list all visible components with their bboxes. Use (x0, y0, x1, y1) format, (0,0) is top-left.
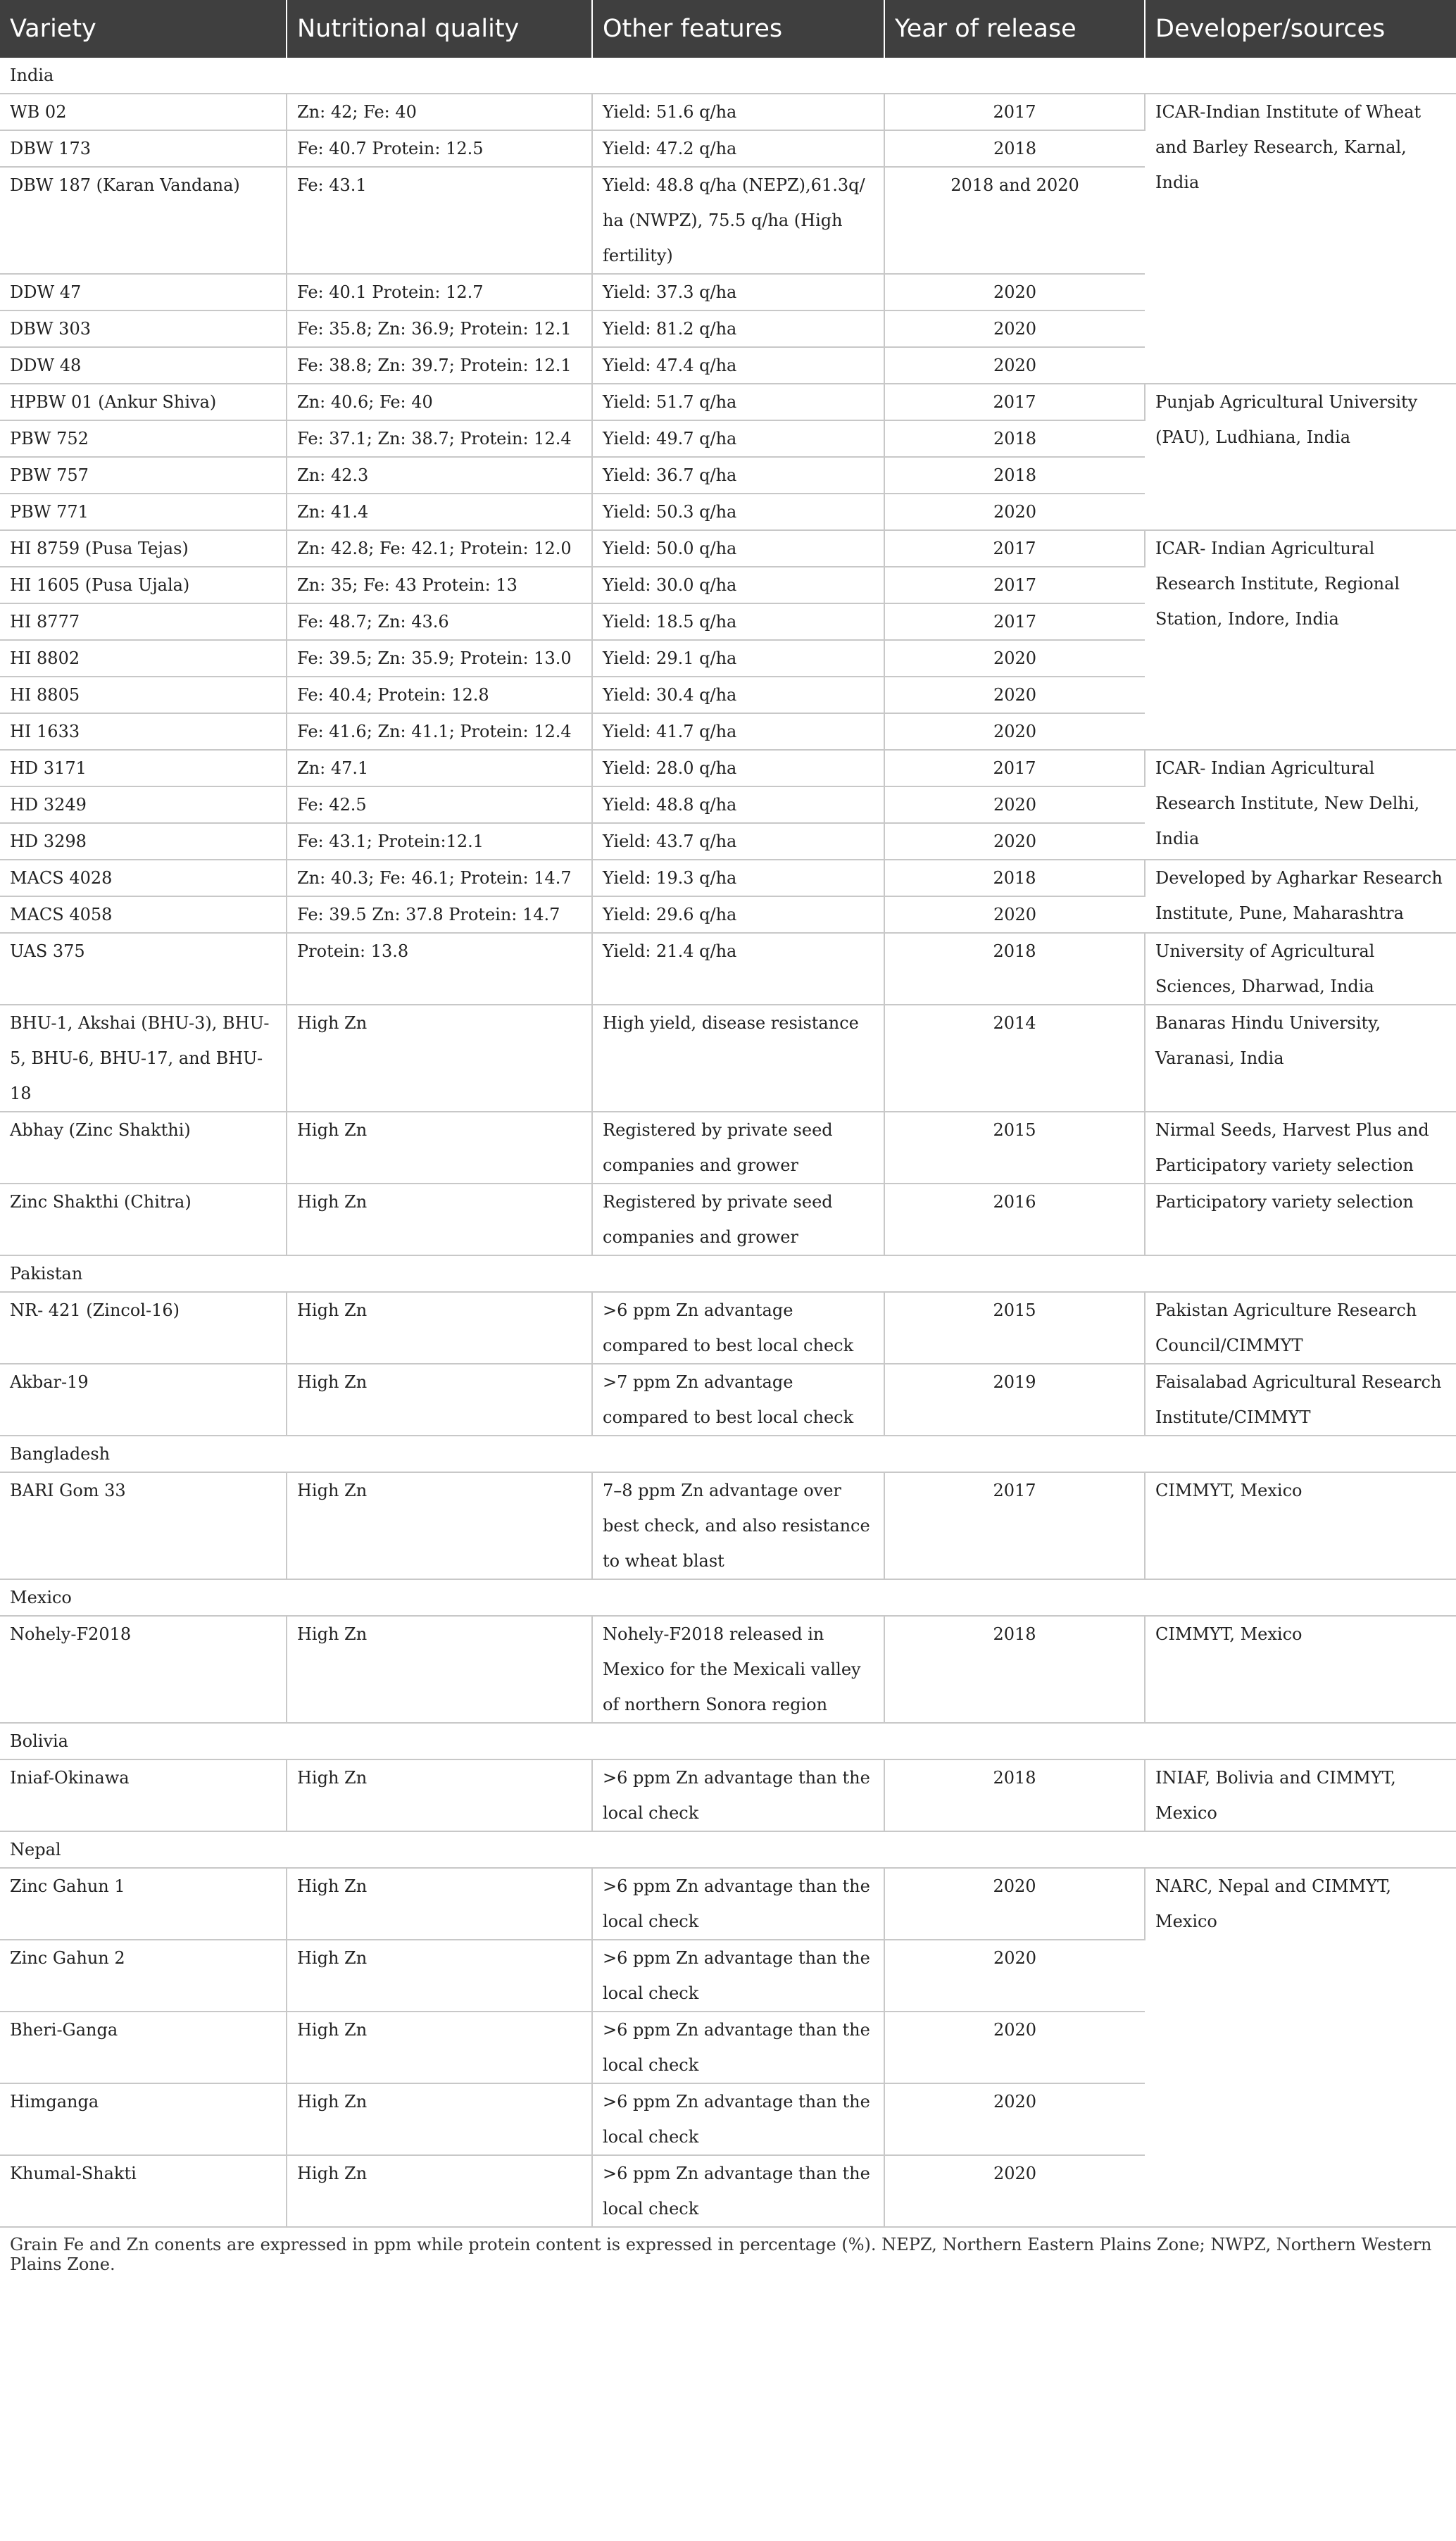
year-cell: 2016 (884, 1184, 1145, 1255)
country-label: India (0, 58, 1456, 94)
developer-cell: Pakistan Agriculture Research Council/CIMMYT (1145, 1292, 1456, 1364)
variety-cell: Zinc Shakthi (Chitra) (0, 1184, 287, 1255)
other-features-cell: Nohely-F2018 released in Mexico for the Mexicali valley of northern Sonora region (592, 1616, 884, 1723)
table-row (0, 860, 1456, 896)
variety-cell: PBW 757 (0, 457, 287, 494)
header-nutritional-quality: Nutritional quality (287, 0, 592, 58)
year-cell: 2015 (884, 1112, 1145, 1184)
developer-cell: University of Agricultural Sciences, Dharwad, India (1145, 933, 1456, 1005)
header-other-features: Other features (592, 0, 884, 58)
other-features-cell: Yield: 50.0 q/ha (592, 530, 884, 567)
other-features-cell: Yield: 47.4 q/ha (592, 347, 884, 384)
variety-cell: NR- 421 (Zincol-16) (0, 1292, 287, 1364)
developer-cell: CIMMYT, Mexico (1145, 1616, 1456, 1723)
nutritional-quality-cell: High Zn (287, 1759, 592, 1831)
table-body (0, 58, 1456, 2227)
variety-cell: Abhay (Zinc Shakthi) (0, 1112, 287, 1184)
variety-cell: DBW 303 (0, 310, 287, 347)
year-cell: 2017 (884, 750, 1145, 786)
other-features-cell: >6 ppm Zn advantage than the local check (592, 1940, 884, 2012)
header-variety: Variety (0, 0, 287, 58)
year-cell: 2017 (884, 1472, 1145, 1579)
nutritional-quality-cell: High Zn (287, 1112, 592, 1184)
variety-cell: DDW 48 (0, 347, 287, 384)
other-features-cell: Yield: 18.5 q/ha (592, 603, 884, 640)
year-cell: 2020 (884, 1868, 1145, 1940)
variety-cell: HI 1605 (Pusa Ujala) (0, 567, 287, 603)
other-features-cell: Yield: 29.1 q/ha (592, 640, 884, 677)
year-cell: 2018 (884, 1616, 1145, 1723)
other-features-cell: Yield: 30.0 q/ha (592, 567, 884, 603)
other-features-cell: Yield: 37.3 q/ha (592, 274, 884, 310)
year-cell: 2015 (884, 1292, 1145, 1364)
variety-cell: HI 8759 (Pusa Tejas) (0, 530, 287, 567)
nutritional-quality-cell: Fe: 39.5; Zn: 35.9; Protein: 13.0 (287, 640, 592, 677)
variety-cell: HI 8805 (0, 677, 287, 713)
variety-cell: UAS 375 (0, 933, 287, 1005)
table-row (0, 530, 1456, 567)
year-cell: 2020 (884, 786, 1145, 823)
variety-cell: HI 8802 (0, 640, 287, 677)
nutritional-quality-cell: Zn: 42; Fe: 40 (287, 94, 592, 130)
country-group-row (0, 58, 1456, 94)
year-cell: 2017 (884, 384, 1145, 420)
variety-cell: BHU-1, Akshai (BHU-3), BHU-5, BHU-6, BHU-17, and BHU-18 (0, 1005, 287, 1112)
year-cell: 2020 (884, 677, 1145, 713)
variety-cell: WB 02 (0, 94, 287, 130)
country-group-row (0, 1831, 1456, 1868)
other-features-cell: High yield, disease resistance (592, 1005, 884, 1112)
table-row (0, 94, 1456, 130)
year-cell: 2020 (884, 2155, 1145, 2227)
year-cell: 2020 (884, 713, 1145, 750)
nutritional-quality-cell: High Zn (287, 1616, 592, 1723)
nutritional-quality-cell: Fe: 43.1; Protein:12.1 (287, 823, 592, 860)
year-cell: 2020 (884, 823, 1145, 860)
variety-cell: PBW 752 (0, 420, 287, 457)
nutritional-quality-cell: High Zn (287, 2083, 592, 2155)
other-features-cell: Registered by private seed companies and grower (592, 1184, 884, 1255)
other-features-cell: >6 ppm Zn advantage than the local check (592, 2083, 884, 2155)
other-features-cell: >6 ppm Zn advantage than the local check (592, 2155, 884, 2227)
variety-cell: Akbar-19 (0, 1364, 287, 1436)
variety-cell: Himganga (0, 2083, 287, 2155)
other-features-cell: Yield: 21.4 q/ha (592, 933, 884, 1005)
year-cell: 2018 (884, 420, 1145, 457)
other-features-cell: Yield: 47.2 q/ha (592, 130, 884, 167)
nutritional-quality-cell: Zn: 41.4 (287, 494, 592, 530)
country-label: Pakistan (0, 1255, 1456, 1292)
nutritional-quality-cell: Fe: 48.7; Zn: 43.6 (287, 603, 592, 640)
variety-cell: HD 3298 (0, 823, 287, 860)
developer-cell: Developed by Agharkar Research Institute, Pune, Maharashtra (1145, 860, 1456, 933)
year-cell: 2020 (884, 640, 1145, 677)
other-features-cell: Yield: 30.4 q/ha (592, 677, 884, 713)
developer-cell: Banaras Hindu University, Varanasi, India (1145, 1005, 1456, 1112)
country-group-row (0, 1255, 1456, 1292)
nutritional-quality-cell: Zn: 47.1 (287, 750, 592, 786)
table-row (0, 1364, 1456, 1436)
nutritional-quality-cell: High Zn (287, 1292, 592, 1364)
developer-cell: CIMMYT, Mexico (1145, 1472, 1456, 1579)
variety-cell: Khumal-Shakti (0, 2155, 287, 2227)
developer-cell: INIAF, Bolivia and CIMMYT, Mexico (1145, 1759, 1456, 1831)
nutritional-quality-cell: Protein: 13.8 (287, 933, 592, 1005)
variety-cell: DBW 187 (Karan Vandana) (0, 167, 287, 274)
nutritional-quality-cell: High Zn (287, 1868, 592, 1940)
nutritional-quality-cell: Fe: 40.4; Protein: 12.8 (287, 677, 592, 713)
variety-cell: BARI Gom 33 (0, 1472, 287, 1579)
table-row (0, 1112, 1456, 1184)
table-row (0, 1005, 1456, 1112)
variety-cell: HD 3171 (0, 750, 287, 786)
variety-cell: HI 8777 (0, 603, 287, 640)
year-cell: 2020 (884, 2083, 1145, 2155)
nutritional-quality-cell: Fe: 37.1; Zn: 38.7; Protein: 12.4 (287, 420, 592, 457)
nutritional-quality-cell: Fe: 40.1 Protein: 12.7 (287, 274, 592, 310)
variety-cell: PBW 771 (0, 494, 287, 530)
variety-cell: Iniaf-Okinawa (0, 1759, 287, 1831)
other-features-cell: Registered by private seed companies and grower (592, 1112, 884, 1184)
table-row (0, 750, 1456, 786)
nutritional-quality-cell: High Zn (287, 1472, 592, 1579)
year-cell: 2014 (884, 1005, 1145, 1112)
table-footnote: Grain Fe and Zn conents are expressed in ppm while protein content is expressed in percentage (%). NEPZ, Northern Eastern Plains Zone; NWPZ, Northern Western Plains Zone. (10, 2235, 1432, 2274)
other-features-cell: Yield: 49.7 q/ha (592, 420, 884, 457)
year-cell: 2018 (884, 130, 1145, 167)
header-year-of-release: Year of release (884, 0, 1145, 58)
variety-cell: Bheri-Ganga (0, 2012, 287, 2083)
country-group-row (0, 1579, 1456, 1616)
table-row (0, 1472, 1456, 1579)
other-features-cell: >6 ppm Zn advantage than the local check (592, 2012, 884, 2083)
country-label: Bangladesh (0, 1436, 1456, 1472)
other-features-cell: Yield: 41.7 q/ha (592, 713, 884, 750)
table-row (0, 1184, 1456, 1255)
other-features-cell: 7–8 ppm Zn advantage over best check, and also resistance to wheat blast (592, 1472, 884, 1579)
variety-cell: Nohely-F2018 (0, 1616, 287, 1723)
year-cell: 2020 (884, 2012, 1145, 2083)
variety-cell: MACS 4058 (0, 896, 287, 933)
year-cell: 2018 (884, 457, 1145, 494)
variety-cell: Zinc Gahun 1 (0, 1868, 287, 1940)
table-row (0, 1292, 1456, 1364)
year-cell: 2017 (884, 603, 1145, 640)
year-cell: 2019 (884, 1364, 1145, 1436)
country-group-row (0, 1436, 1456, 1472)
nutritional-quality-cell: Zn: 40.3; Fe: 46.1; Protein: 14.7 (287, 860, 592, 896)
year-cell: 2018 (884, 1759, 1145, 1831)
year-cell: 2020 (884, 1940, 1145, 2012)
variety-cell: DBW 173 (0, 130, 287, 167)
other-features-cell: Yield: 81.2 q/ha (592, 310, 884, 347)
nutritional-quality-cell: High Zn (287, 2012, 592, 2083)
nutritional-quality-cell: Fe: 42.5 (287, 786, 592, 823)
header-developer-sources: Developer/sources (1145, 0, 1456, 58)
table-row (0, 1868, 1456, 1940)
other-features-cell: Yield: 36.7 q/ha (592, 457, 884, 494)
year-cell: 2018 and 2020 (884, 167, 1145, 274)
developer-cell: Nirmal Seeds, Harvest Plus and Participatory variety selection (1145, 1112, 1456, 1184)
nutritional-quality-cell: Fe: 41.6; Zn: 41.1; Protein: 12.4 (287, 713, 592, 750)
other-features-cell: Yield: 29.6 q/ha (592, 896, 884, 933)
year-cell: 2020 (884, 274, 1145, 310)
country-label: Mexico (0, 1579, 1456, 1616)
developer-cell: ICAR-Indian Institute of Wheat and Barley Research, Karnal, India (1145, 94, 1456, 384)
other-features-cell: >6 ppm Zn advantage compared to best local check (592, 1292, 884, 1364)
other-features-cell: Yield: 48.8 q/ha (592, 786, 884, 823)
other-features-cell: Yield: 19.3 q/ha (592, 860, 884, 896)
country-label: Nepal (0, 1831, 1456, 1868)
other-features-cell: Yield: 48.8 q/ha (NEPZ),61.3q/ ha (NWPZ), 75.5 q/ha (High fertility) (592, 167, 884, 274)
developer-cell: Punjab Agricultural University (PAU), Ludhiana, India (1145, 384, 1456, 530)
developer-cell: NARC, Nepal and CIMMYT, Mexico (1145, 1868, 1456, 2227)
variety-cell: HD 3249 (0, 786, 287, 823)
nutritional-quality-cell: High Zn (287, 1005, 592, 1112)
table-row (0, 384, 1456, 420)
other-features-cell: Yield: 43.7 q/ha (592, 823, 884, 860)
variety-cell: Zinc Gahun 2 (0, 1940, 287, 2012)
nutritional-quality-cell: Zn: 42.3 (287, 457, 592, 494)
year-cell: 2020 (884, 896, 1145, 933)
other-features-cell: >6 ppm Zn advantage than the local check (592, 1868, 884, 1940)
nutritional-quality-cell: Fe: 43.1 (287, 167, 592, 274)
year-cell: 2017 (884, 567, 1145, 603)
other-features-cell: Yield: 51.7 q/ha (592, 384, 884, 420)
other-features-cell: Yield: 51.6 q/ha (592, 94, 884, 130)
other-features-cell: >6 ppm Zn advantage than the local check (592, 1759, 884, 1831)
variety-cell: HI 1633 (0, 713, 287, 750)
year-cell: 2020 (884, 310, 1145, 347)
other-features-cell: >7 ppm Zn advantage compared to best local check (592, 1364, 884, 1436)
table-header (0, 0, 1456, 58)
nutritional-quality-cell: High Zn (287, 1364, 592, 1436)
developer-cell: ICAR- Indian Agricultural Research Institute, New Delhi, India (1145, 750, 1456, 860)
nutritional-quality-cell: Fe: 38.8; Zn: 39.7; Protein: 12.1 (287, 347, 592, 384)
year-cell: 2017 (884, 94, 1145, 130)
table-row (0, 933, 1456, 1005)
nutritional-quality-cell: Zn: 40.6; Fe: 40 (287, 384, 592, 420)
table-row (0, 1616, 1456, 1723)
nutritional-quality-cell: Fe: 35.8; Zn: 36.9; Protein: 12.1 (287, 310, 592, 347)
year-cell: 2018 (884, 860, 1145, 896)
country-group-row (0, 1723, 1456, 1759)
variety-cell: HPBW 01 (Ankur Shiva) (0, 384, 287, 420)
developer-cell: ICAR- Indian Agricultural Research Institute, Regional Station, Indore, India (1145, 530, 1456, 750)
year-cell: 2020 (884, 347, 1145, 384)
other-features-cell: Yield: 28.0 q/ha (592, 750, 884, 786)
variety-cell: MACS 4028 (0, 860, 287, 896)
nutritional-quality-cell: Fe: 40.7 Protein: 12.5 (287, 130, 592, 167)
year-cell: 2017 (884, 530, 1145, 567)
country-label: Bolivia (0, 1723, 1456, 1759)
nutritional-quality-cell: Fe: 39.5 Zn: 37.8 Protein: 14.7 (287, 896, 592, 933)
nutritional-quality-cell: Zn: 35; Fe: 43 Protein: 13 (287, 567, 592, 603)
variety-cell: DDW 47 (0, 274, 287, 310)
nutritional-quality-cell: High Zn (287, 1940, 592, 2012)
nutritional-quality-cell: High Zn (287, 2155, 592, 2227)
table-row (0, 1759, 1456, 1831)
other-features-cell: Yield: 50.3 q/ha (592, 494, 884, 530)
developer-cell: Participatory variety selection (1145, 1184, 1456, 1255)
year-cell: 2020 (884, 494, 1145, 530)
year-cell: 2018 (884, 933, 1145, 1005)
developer-cell: Faisalabad Agricultural Research Institute/CIMMYT (1145, 1364, 1456, 1436)
nutritional-quality-cell: Zn: 42.8; Fe: 42.1; Protein: 12.0 (287, 530, 592, 567)
nutritional-quality-cell: High Zn (287, 1184, 592, 1255)
